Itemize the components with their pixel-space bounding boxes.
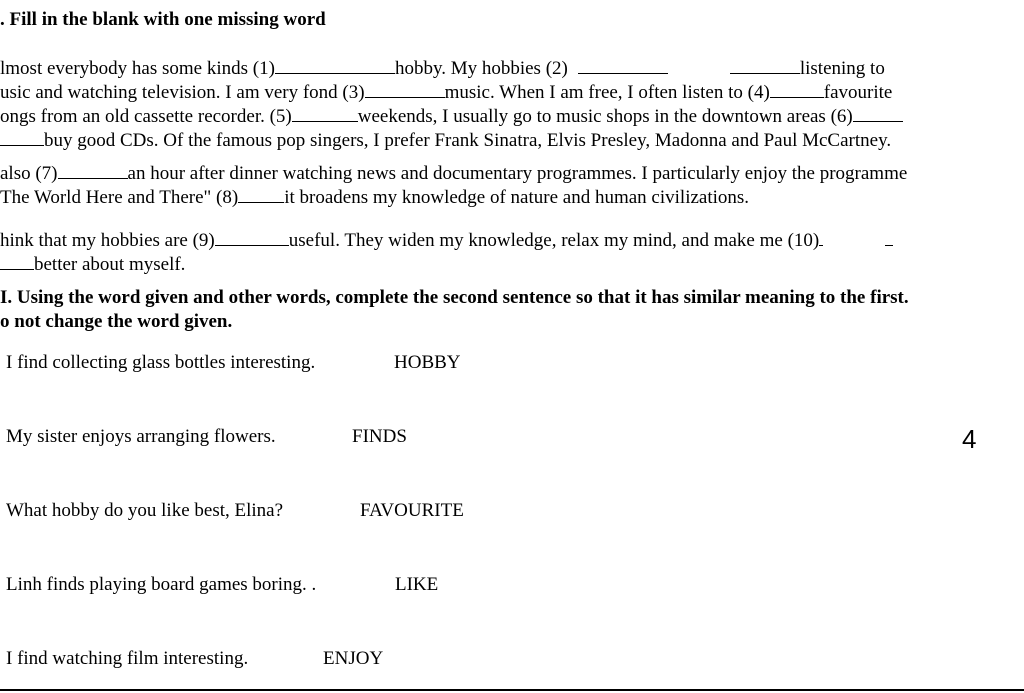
p1-line4: [0, 128, 891, 153]
p1-l3a: ongs from an old cassette recorder. (5): [0, 106, 292, 127]
p1-line2: [0, 80, 892, 105]
p3-l1a: hink that my hobbies are (9): [0, 230, 215, 251]
item-5-sentence: I find watching film interesting.: [6, 648, 249, 669]
p1-l2b: music. When I am free, I often listen to (4): [444, 82, 770, 103]
p2-line2: [0, 185, 749, 210]
blank-10[interactable]: [819, 228, 823, 246]
blank-6b[interactable]: [0, 128, 44, 146]
p3-l1b: useful. They widen my knowledge, relax my mind, and make me (10): [288, 230, 820, 251]
section2-heading-line2: o not change the word given.: [0, 311, 233, 332]
item-3-keyword: FAVOURITE: [360, 500, 464, 521]
blank-10c[interactable]: [0, 252, 34, 270]
p3-l2a: better about myself.: [34, 254, 186, 275]
blank-3[interactable]: [365, 80, 445, 98]
blank-5[interactable]: [292, 104, 358, 122]
blank-2b[interactable]: [730, 56, 800, 74]
item-4-sentence: Linh finds playing board games boring. .: [6, 574, 317, 595]
p1-l1a: lmost everybody has some kinds (1): [0, 58, 275, 79]
blank-4[interactable]: [770, 80, 824, 98]
item-3-sentence: What hobby do you like best, Elina?: [6, 500, 284, 521]
p2-l1a: also (7): [0, 163, 58, 184]
blank-8[interactable]: [238, 185, 284, 203]
blank-10b[interactable]: [885, 228, 893, 246]
p1-l1c: listening to: [799, 58, 885, 79]
p1-l2a: usic and watching television. I am very fond (3): [0, 82, 365, 103]
blank-6[interactable]: [853, 104, 903, 122]
item-1-keyword: HOBBY: [394, 352, 461, 373]
p1-l3b: weekends, I usually go to music shops in the downtown areas (6): [357, 106, 853, 127]
p3-line1: [0, 228, 893, 253]
p1-line3: [0, 104, 903, 129]
item-2-sentence: My sister enjoys arranging flowers.: [6, 426, 276, 447]
section2-heading-line1: I. Using the word given and other words, complete the second sentence so that it has similar meaning to the first.: [0, 287, 909, 308]
p2-l2a: The World Here and There" (8): [0, 187, 239, 208]
p1-l2c: favourite: [823, 82, 893, 103]
p3-line2: [0, 252, 185, 277]
p1-l4a: buy good CDs. Of the famous pop singers, I prefer Frank Sinatra, Elvis Presley, Madonna and Paul McCartney.: [44, 130, 892, 151]
p2-l1b: an hour after dinner watching news and documentary programmes. I particularly enjoy the programme: [127, 163, 908, 184]
item-5-keyword: ENJOY: [323, 648, 384, 669]
p2-l2b: it broadens my knowledge of nature and human civilizations.: [284, 187, 750, 208]
item-2-keyword: FINDS: [352, 426, 407, 447]
bottom-rule: [0, 689, 1024, 691]
section1-heading: . Fill in the blank with one missing word: [0, 9, 326, 30]
blank-9[interactable]: [215, 228, 289, 246]
item-1-sentence: I find collecting glass bottles interesting.: [6, 352, 316, 373]
blank-7[interactable]: [58, 161, 128, 179]
p1-l1b: hobby. My hobbies (2): [394, 58, 568, 79]
item-4-keyword: LIKE: [395, 574, 439, 595]
p1-line1: [0, 56, 885, 81]
p2-line1: [0, 161, 907, 186]
blank-2[interactable]: [578, 56, 668, 74]
blank-1[interactable]: [275, 56, 395, 74]
page-number: 4: [962, 424, 977, 454]
